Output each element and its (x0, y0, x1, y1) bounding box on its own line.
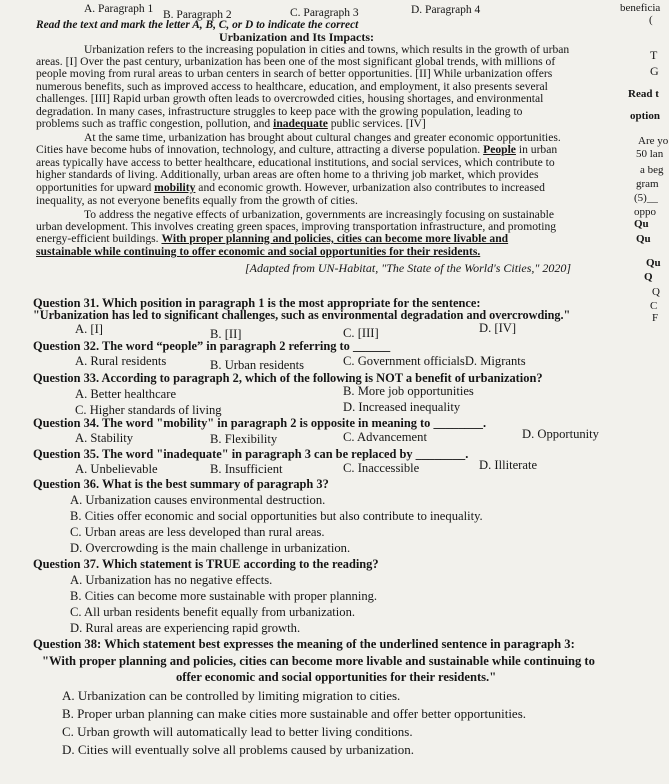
question-38-quote-line-2: offer economic and social opportunities for their residents." (176, 670, 497, 684)
question-38-quote-line-1: "With proper planning and policies, cities can become more livable and sustainable while continuing to (42, 654, 595, 668)
p3-line-1: To address the negative effects of urbanization, governments are increasingly focusing on sustainable (84, 208, 554, 221)
q33-option-d[interactable]: D. Increased inequality (343, 400, 461, 414)
question-31: Question 31. Which position in paragraph 1 is the most appropriate for the sentence: (33, 296, 481, 310)
margin-text: C (650, 300, 658, 312)
p1-line-1: Urbanization refers to the increasing population in cities and towns, which results in the growth of urban (84, 43, 570, 56)
prev-option-a: A. Paragraph 1 (84, 3, 154, 15)
p1-line-3: people moving from rural areas to urban centers in search of better opportunities. [II] While urbanization offers (36, 67, 553, 80)
margin-text: ( (649, 14, 653, 26)
question-37: Question 37. Which statement is TRUE according to the reading? (33, 557, 379, 571)
p1-line-6: degradation. In many cases, infrastructure struggles to keep pace with the growing population, leading to (36, 105, 523, 118)
question-34: Question 34. The word "mobility" in paragraph 2 is opposite in meaning to ________. (33, 416, 487, 430)
question-31-quote: "Urbanization has led to significant challenges, such as environmental degradation and overcrowding." (33, 308, 571, 322)
q33-option-b[interactable]: B. More job opportunities (343, 384, 474, 398)
margin-text: gram (636, 178, 659, 190)
p1-line-7: problems such as traffic congestion, pollution, and inadequate public services. [IV] (36, 117, 426, 130)
q31-option-c[interactable]: C. [III] (343, 326, 379, 340)
margin-text: Read t (628, 88, 659, 100)
underlined-sentence-part-1: With proper planning and policies, cities can become more livable and (161, 232, 509, 245)
margin-text: (5)__ (634, 192, 658, 204)
q36-option-d[interactable]: D. Overcrowding is the main challenge in urbanization. (70, 541, 351, 555)
q37-option-a[interactable]: A. Urbanization has no negative effects. (70, 573, 273, 587)
margin-text: 50 lan (636, 148, 664, 160)
q34-option-c[interactable]: C. Advancement (343, 430, 427, 444)
margin-text: T (650, 48, 658, 62)
margin-text: Qu (636, 233, 651, 245)
q36-option-c[interactable]: C. Urban areas are less developed than rural areas. (70, 525, 325, 539)
q34-option-d[interactable]: D. Opportunity (522, 427, 599, 441)
q31-option-d[interactable]: D. [IV] (479, 321, 517, 335)
instructions: Read the text and mark the letter A, B, C, or D to indicate the correct (36, 19, 359, 31)
p3-line-3: energy-efficient buildings. With proper planning and policies, cities can become more livable and (36, 232, 509, 245)
margin-text: F (652, 312, 659, 324)
margin-text: Qu (646, 257, 661, 269)
q34-option-a[interactable]: A. Stability (75, 431, 134, 445)
q35-option-c[interactable]: C. Inaccessible (343, 461, 420, 475)
q36-option-a[interactable]: A. Urbanization causes environmental destruction. (70, 493, 326, 507)
margin-text: oppo (634, 206, 656, 218)
margin-text: option (630, 110, 660, 122)
p2-line-5: opportunities for upward mobility and economic growth. However, urbanization also contributes to increased (36, 181, 545, 194)
p2-line-4: higher standards of living. Additionally, urban areas are often home to a thriving job market, which provides (36, 168, 539, 181)
p2-line-6: inequality, as not everyone benefits equally from the growth of cities. (36, 194, 358, 207)
prev-option-b: B. Paragraph 2 (163, 9, 232, 21)
source-citation: [Adapted from UN-Habitat, "The State of the World's Cities," 2020] (245, 261, 572, 275)
margin-text: a beg (640, 164, 664, 176)
margin-text: Q (652, 286, 660, 298)
q35-option-a[interactable]: A. Unbelievable (75, 462, 158, 476)
p3-line-2: urban development. This involves creating green spaces, improving transportation infrastructure, and promoting (36, 220, 557, 233)
underlined-inadequate: inadequate (273, 117, 328, 130)
q31-option-a[interactable]: A. [I] (75, 322, 103, 336)
q34-option-b[interactable]: B. Flexibility (210, 432, 278, 446)
underlined-sentence-part-2: sustainable while continuing to offer economic and social opportunities for their residents. (36, 245, 481, 258)
prev-option-d: D. Paragraph 4 (411, 4, 481, 16)
q37-option-b[interactable]: B. Cities can become more sustainable with proper planning. (70, 589, 378, 603)
underlined-mobility: mobility (154, 181, 196, 194)
q32-option-c-d[interactable]: C. Government officialsD. Migrants (343, 354, 526, 368)
underlined-people: People (483, 143, 516, 156)
margin-text: beneficia (620, 2, 661, 14)
p2-line-3: areas typically have access to better healthcare, educational institutions, and social services, which contribute to (36, 156, 555, 169)
q35-option-d[interactable]: D. Illiterate (479, 458, 538, 472)
passage-title: Urbanization and Its Impacts: (219, 30, 375, 44)
p2-line-1: At the same time, urbanization has brought about cultural changes and greater economic opportunities. (84, 131, 561, 144)
margin-text: Qu (634, 218, 649, 230)
q35-option-b[interactable]: B. Insufficient (210, 462, 283, 476)
q38-option-d[interactable]: D. Cities will eventually solve all problems caused by urbanization. (62, 742, 415, 757)
p1-line-2: areas. [I] Over the past century, urbanization has been one of the most significant global trends, with millions of (36, 55, 556, 68)
q33-option-c[interactable]: C. Higher standards of living (75, 403, 222, 417)
question-38: Question 38: Which statement best expresses the meaning of the underlined sentence in paragraph 3: (33, 637, 575, 651)
q38-option-c[interactable]: C. Urban growth will automatically lead to better living conditions. (62, 724, 413, 739)
margin-text: G (650, 64, 659, 78)
question-32: Question 32. The word “people” in paragraph 2 referring to ______ (33, 339, 391, 353)
p1-line-4: numerous benefits, such as improved access to healthcare, education, and employment, it also presents several (36, 80, 548, 93)
q36-option-b[interactable]: B. Cities offer economic and social opportunities but also contribute to inequality. (70, 509, 483, 523)
q37-option-c[interactable]: C. All urban residents benefit equally from urbanization. (70, 605, 356, 619)
q32-option-b[interactable]: B. Urban residents (210, 358, 305, 372)
q31-option-b[interactable]: B. [II] (210, 327, 242, 341)
prev-option-c: C. Paragraph 3 (290, 7, 359, 19)
q37-option-d[interactable]: D. Rural areas are experiencing rapid growth. (70, 621, 301, 635)
margin-text: Q (644, 271, 653, 283)
adjacent-page-margin (620, 0, 669, 784)
p1-line-5: challenges. [III] Rapid urban growth often leads to overcrowded cities, housing shortages, and environmental (36, 92, 544, 105)
q38-option-a[interactable]: A. Urbanization can be controlled by limiting migration to cities. (62, 688, 401, 703)
q33-option-a[interactable]: A. Better healthcare (75, 387, 177, 401)
question-36: Question 36. What is the best summary of paragraph 3? (33, 477, 329, 491)
question-35: Question 35. The word "inadequate" in paragraph 3 can be replaced by ________. (33, 447, 469, 461)
q32-option-a[interactable]: A. Rural residents (75, 354, 167, 368)
margin-text: Are yo (638, 135, 669, 147)
p2-line-2: Cities have become hubs of innovation, technology, and culture, attracting a diverse population. People in urban (36, 143, 558, 156)
question-33: Question 33. According to paragraph 2, which of the following is NOT a benefit of urbanization? (33, 371, 543, 385)
q38-option-b[interactable]: B. Proper urban planning can make cities more sustainable and offer better opportunities. (62, 706, 527, 721)
